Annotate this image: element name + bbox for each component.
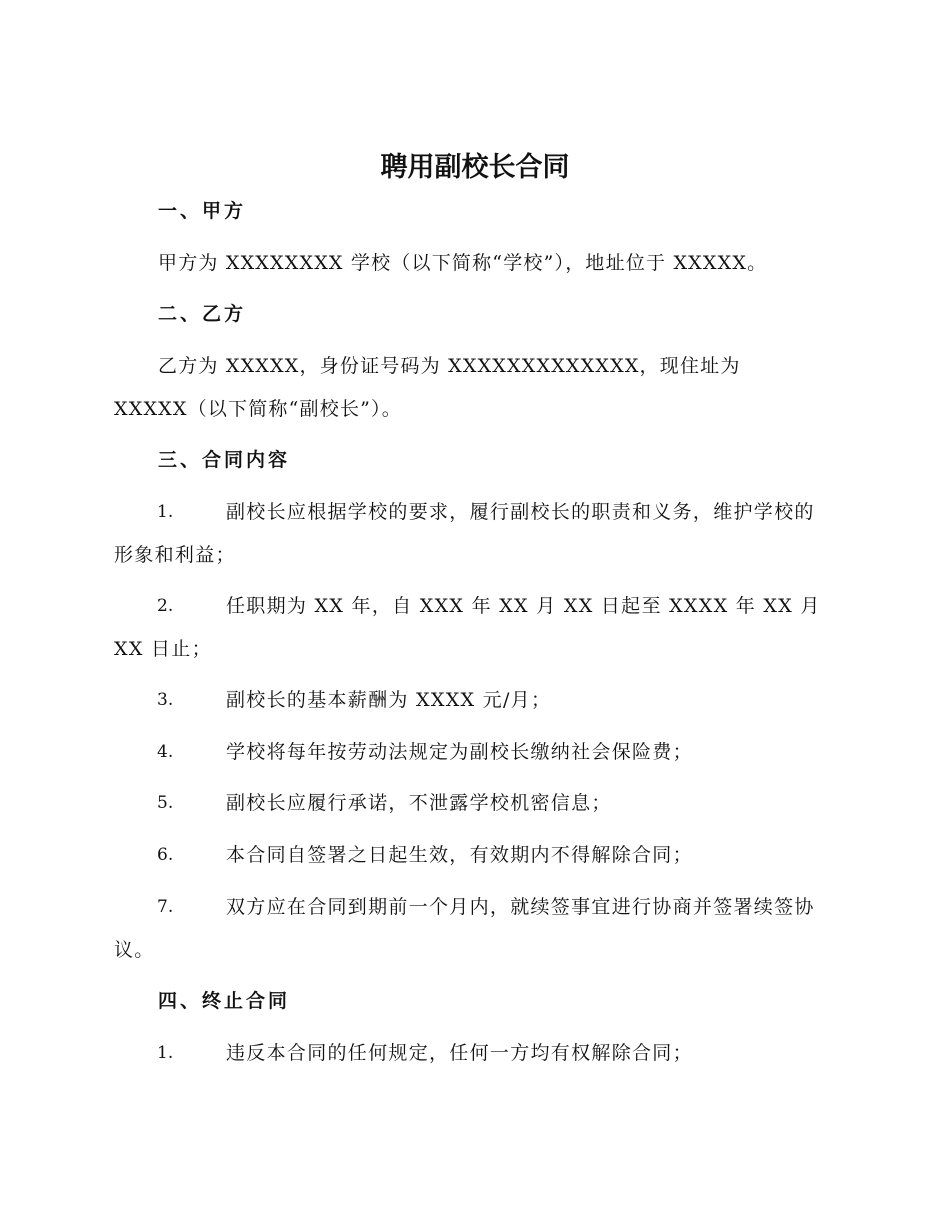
- clause-text: 本合同自签署之日起生效，有效期内不得解除合同；: [226, 844, 693, 866]
- clause-number: 5.: [157, 793, 174, 813]
- clause-text: 副校长的基本薪酬为 XXXX 元/月；: [226, 689, 552, 711]
- party-b-paragraph-line1: 乙方为 XXXXX，身份证号码为 XXXXXXXXXXXXX，现住址为: [158, 355, 741, 377]
- contract-clause: [114, 499, 834, 577]
- clause-text: 副校长应履行承诺，不泄露学校机密信息；: [226, 792, 612, 814]
- clause-number: 3.: [157, 690, 174, 710]
- contract-clause: [114, 687, 834, 722]
- clause-text: 违反本合同的任何规定，任何一方均有权解除合同；: [226, 1042, 693, 1064]
- section-heading-termination: 四、终止合同: [158, 990, 291, 1012]
- clause-number: 6.: [157, 845, 174, 865]
- clause-number: 1.: [157, 502, 174, 522]
- contract-clause: [114, 739, 834, 774]
- document-title: 聘用副校长合同: [380, 152, 570, 183]
- contract-clause: [114, 593, 834, 671]
- party-b-paragraph-line2: XXXXX（以下简称“副校长”）。: [114, 398, 402, 420]
- clause-number: 1.: [157, 1043, 174, 1063]
- contract-clause: [114, 790, 834, 825]
- clause-number: 2.: [157, 596, 174, 616]
- section-heading-party-b: 二、乙方: [158, 303, 247, 325]
- section-heading-party-a: 一、甲方: [158, 200, 247, 222]
- clause-text: 双方应在合同到期前一个月内，就续签事宜进行协商并签署续签协议。: [114, 896, 815, 961]
- party-a-paragraph: 甲方为 XXXXXXXX 学校（以下简称“学校”），地址位于 XXXXX。: [158, 252, 768, 274]
- termination-clause: [114, 1040, 834, 1075]
- clause-text: 副校长应根据学校的要求，履行副校长的职责和义务，维护学校的形象和利益；: [114, 501, 815, 566]
- contract-clause: [114, 842, 834, 877]
- contract-clause: [114, 894, 834, 972]
- clause-text: 任职期为 XX 年，自 XXX 年 XX 月 XX 日起至 XXXX 年 XX 月 XX 日止；: [114, 595, 821, 660]
- clause-number: 7.: [157, 897, 174, 917]
- section-heading-contract-content: 三、合同内容: [158, 449, 291, 471]
- clause-text: 学校将每年按劳动法规定为副校长缴纳社会保险费；: [226, 741, 693, 763]
- clause-number: 4.: [157, 742, 174, 762]
